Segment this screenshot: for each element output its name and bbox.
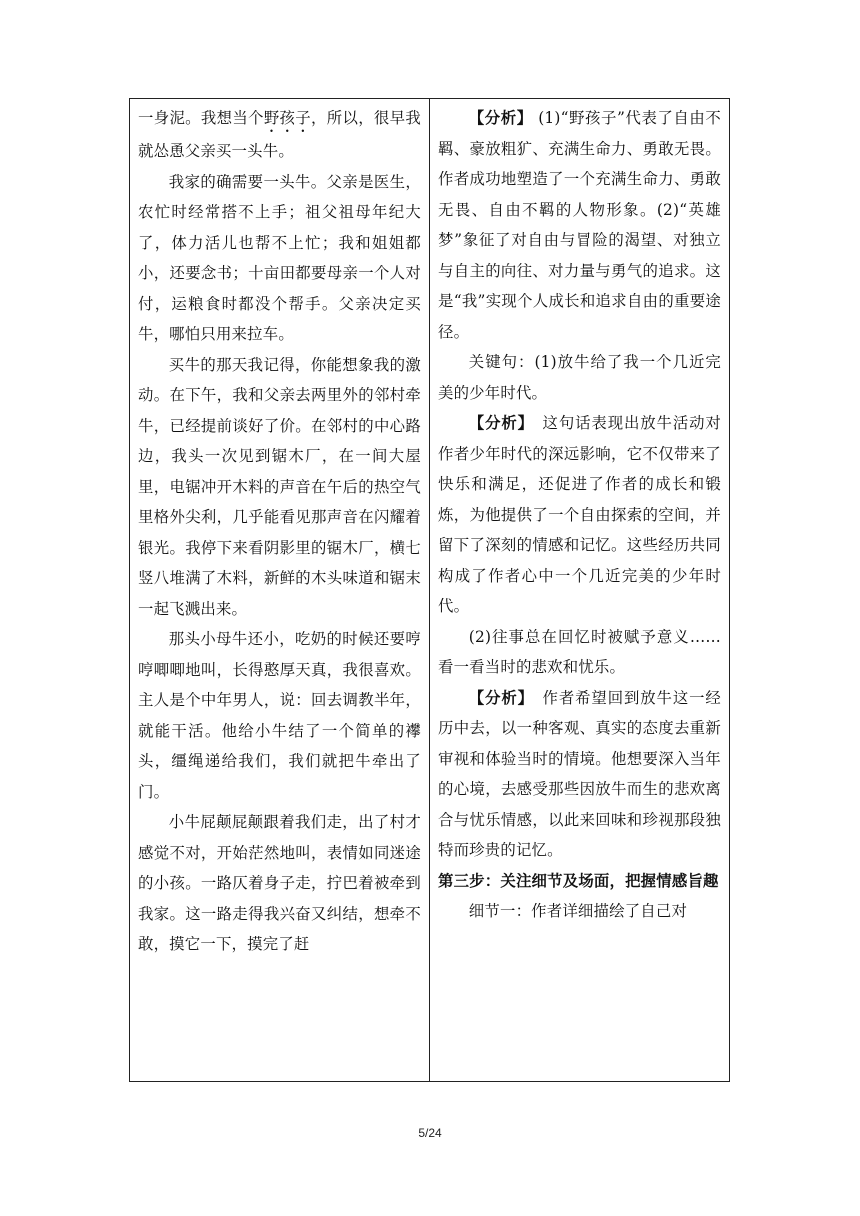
detail-paragraph-1: 细节一：作者详细描绘了自己对 [468,902,688,920]
analysis-text: 作者希望回到放牛这一经历中去，以一种客观、真实的态度去重新审视和体验当时的情境。他想要深入当年的心境，去感受那些因放牛而生的悲欢离合与忧乐情感，以此来回味和珍视那段独特而珍贵的记忆。 [438,688,722,859]
key-sentence-text: (1)放牛给了我一个几近完美的少年时代。 [438,353,721,402]
analysis-column [430,99,729,1081]
passage-text: 一身泥。我想当个 [138,109,264,127]
analysis-paragraph-3 [438,683,721,866]
step-heading-text: 第三步：关注细节及场面，把握情感旨趣 [438,871,719,890]
analysis-paragraph-1 [438,103,721,347]
content-table [129,98,730,1082]
analysis-label: 【分析】 [468,414,527,432]
key-sentence-2: (2)往事总在回忆时被赋予意义……看一看当时的悲欢和忧乐。 [438,627,721,676]
analysis-paragraph-2 [438,408,721,622]
passage-paragraph-1 [138,103,421,167]
analysis-text: (1)“野孩子”代表了自由不羁、豪放粗犷、充满生命力、勇敢无畏。作者成功地塑造了一个充满生命力、勇敢无畏、自由不羁的人物形象。(2)“英雄梦”象征了对自由与冒险的渴望、对独立与自主的向往、对力量与勇气的追求。这是“我”实现个人成长和追求自由的重要途径。 [438,109,721,341]
passage-paragraph-3: 买牛的那天我记得，你能想象我的激动。在下午，我和父亲去两里外的邻村牵牛，已经提前谈好了价。在邻村的中心路边，我头一次见到锯木厂，在一间大屋里，电锯冲开木料的声音在午后的热空气里格外尖利，几乎能看见那声音在闪耀着银光。我停下来看阴影里的锯木厂，横七竖八堆满了木料，新鲜的木头味道和锯末一起飞溅出来。 [138,355,421,618]
passage-column [130,99,430,1081]
passage-paragraph-2: 我家的确需要一头牛。父亲是医生，农忙时经常搭不上手；祖父祖母年纪大了，体力活儿也帮不上忙；我和姐姐都小，还要念书；十亩田都要母亲一个人对付，运粮食时都没个帮手。父亲决定买牛，哪怕只用来拉车。 [138,172,421,343]
key-sentence-1 [438,347,721,408]
emphasized-word: 野孩子 [263,109,312,127]
passage-paragraph-5: 小牛屁颠屁颠跟着我们走，出了村才感觉不对，开始茫然地叫，表情如同迷途的小孩。一路仄着身子走，拧巴着被牵到我家。这一路走得我兴奋又纠结，想牵不敢，摸它一下，摸完了赶 [138,813,421,953]
step-heading [438,866,721,897]
passage-paragraph-4: 那头小母牛还小，吃奶的时候还要哼哼唧唧地叫，长得憨厚天真，我很喜欢。主人是个中年男人，说：回去调教半年，就能干活。他给小牛结了一个简单的襻头，缰绳递给我们，我们就把牛牵出了门。 [138,630,421,801]
page-number: 5/24 [418,1126,442,1140]
analysis-label: 【分析】 [468,688,527,707]
analysis-label: 【分析】 [468,109,533,127]
passage-text: ，所以，很早我就怂恿父亲买一头牛。 [138,109,421,160]
key-sentence-label: 关键句： [468,353,535,371]
analysis-text: 这句话表现出放牛活动对作者少年时代的深远影响，它不仅带来了快乐和满足，还促进了作者的成长和锻炼，为他提供了一个自由探索的空间，并留下了深刻的情感和记忆。这些经历共同构成了作者心中一个几近完美的少年时代。 [438,414,722,615]
